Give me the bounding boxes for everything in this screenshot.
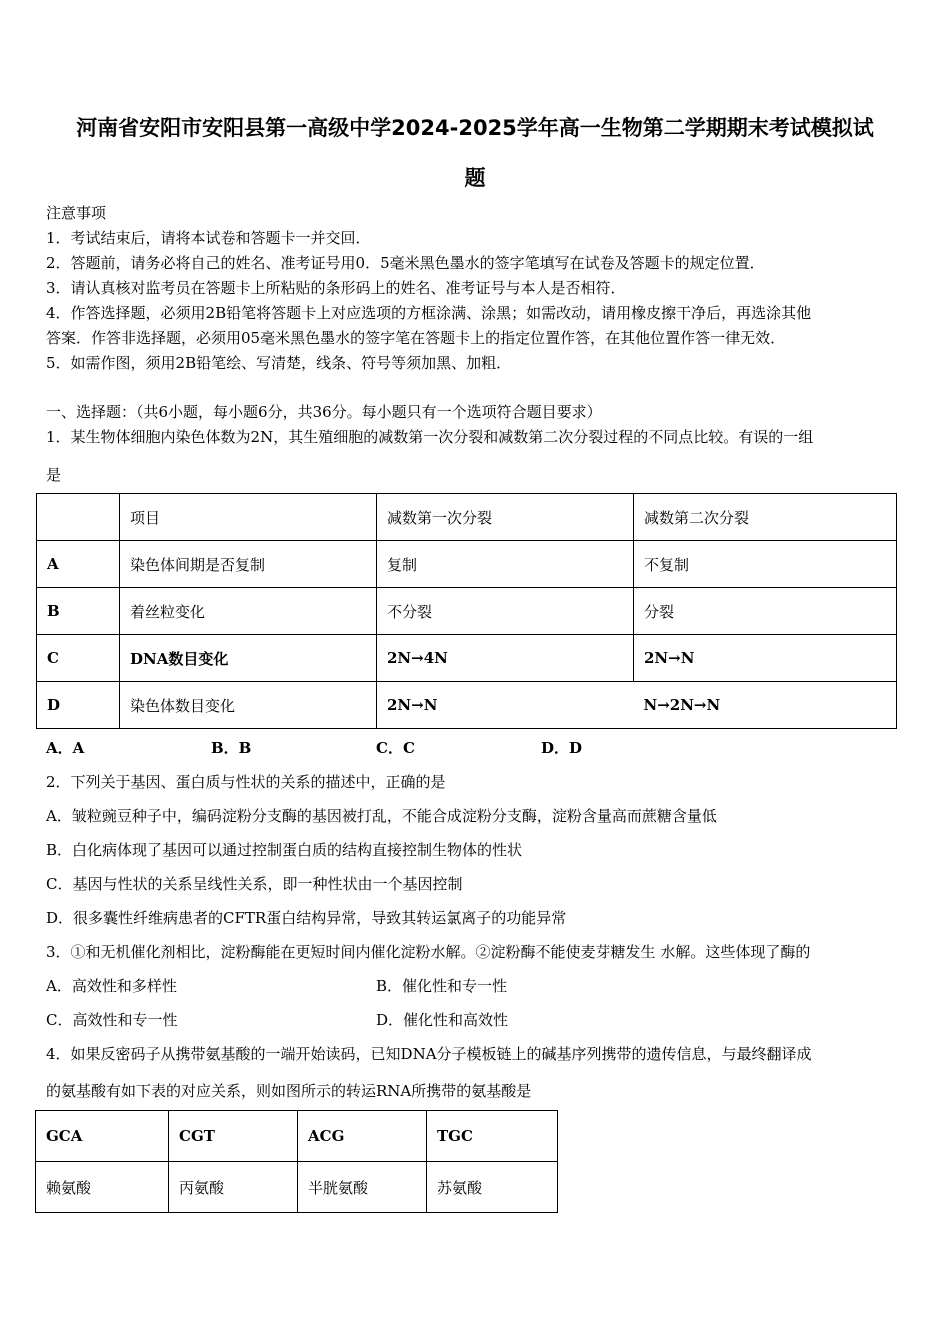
table-row xyxy=(36,1162,558,1213)
table-cell: 2N→N xyxy=(377,682,634,729)
table-header-row xyxy=(37,494,897,541)
notice-item: 2．答题前，请务必将自己的姓名、准考证号用0．5毫米黑色墨水的签字笔填写在试卷及答题卡的规定位置． xyxy=(46,254,765,272)
table-row xyxy=(36,1111,558,1162)
table-cell: TGC xyxy=(427,1111,558,1162)
q2-option-b[interactable]: B．白化病体现了基因可以通过控制蛋白质的结构直接控制生物体的性状 xyxy=(46,841,523,859)
table-cell: GCA xyxy=(36,1111,169,1162)
q1-option-a[interactable]: A．A xyxy=(46,739,85,757)
notice-item: 1．考试结束后，请将本试卷和答题卡一并交回． xyxy=(46,229,371,247)
q2-option-c[interactable]: C．基因与性状的关系呈线性关系，即一种性状由一个基因控制 xyxy=(46,875,463,893)
table-cell: 2N→4N xyxy=(377,635,634,682)
table-cell: 复制 xyxy=(377,541,634,588)
table-cell: 项目 xyxy=(120,494,377,541)
table-cell: CGT xyxy=(169,1111,298,1162)
q1-option-b[interactable]: B．B xyxy=(211,739,252,757)
q2-option-d[interactable]: D．很多囊性纤维病患者的CFTR蛋白结构异常，导致其转运氯离子的功能异常 xyxy=(46,909,567,927)
q1-stem-cont: 是 xyxy=(46,466,62,484)
q2-stem: 2．下列关于基因、蛋白质与性状的关系的描述中，正确的是 xyxy=(46,773,446,791)
q3-option-b[interactable]: B．催化性和专一性 xyxy=(376,977,508,995)
table-cell: 赖氨酸 xyxy=(36,1162,169,1213)
table-cell: A xyxy=(37,541,120,588)
table-cell: DNA数目变化 xyxy=(120,635,377,682)
table-cell: C xyxy=(37,635,120,682)
table-row xyxy=(37,635,897,682)
table-cell: ACG xyxy=(298,1111,427,1162)
table-cell: 丙氨酸 xyxy=(169,1162,298,1213)
notice-item: 3．请认真核对监考员在答题卡上所粘贴的条形码上的姓名、准考证号与本人是否相符． xyxy=(46,279,626,297)
q3-option-a[interactable]: A．高效性和多样性 xyxy=(46,977,177,995)
table-row xyxy=(37,682,897,729)
table-cell: 不分裂 xyxy=(377,588,634,635)
table-cell: 苏氨酸 xyxy=(427,1162,558,1213)
table-cell xyxy=(37,494,120,541)
q1-option-d[interactable]: D．D xyxy=(541,739,583,757)
q3-stem: 3．①和无机催化剂相比，淀粉酶能在更短时间内催化淀粉水解。②淀粉酶不能使麦芽糖发生 水解。这些体现了酶的 xyxy=(46,943,811,961)
table-cell: 染色体数目变化 xyxy=(120,682,377,729)
q4-stem: 4．如果反密码子从携带氨基酸的一端开始读码，已知DNA分子模板链上的碱基序列携带的遗传信息，与最终翻译成 xyxy=(46,1045,812,1063)
notice-item: 4．作答选择题，必须用2B铅笔将答题卡上对应选项的方框涂满、涂黑；如需改动，请用橡皮擦干净后，再选涂其他 xyxy=(46,304,812,322)
table-cell: 分裂 xyxy=(634,588,897,635)
section-heading: 一、选择题：（共6小题，每小题6分，共36分。每小题只有一个选项符合题目要求） xyxy=(46,403,602,421)
page-title-line1: 河南省安阳市安阳县第一高级中学2024-2025学年高一生物第二学期期末考试模拟试 xyxy=(76,116,874,140)
q1-option-c[interactable]: C．C xyxy=(376,739,415,757)
table-row xyxy=(37,588,897,635)
table-cell: 减数第一次分裂 xyxy=(377,494,634,541)
notice-item: 5．如需作图，须用2B铅笔绘、写清楚，线条、符号等须加黑、加粗． xyxy=(46,354,512,372)
table-cell: 2N→N xyxy=(634,635,897,682)
q3-option-c[interactable]: C．高效性和专一性 xyxy=(46,1011,178,1029)
page-title-line2: 题 xyxy=(464,166,486,190)
table-cell: B xyxy=(37,588,120,635)
table-row xyxy=(37,541,897,588)
table-cell: D xyxy=(37,682,120,729)
table-cell: 减数第二次分裂 xyxy=(634,494,897,541)
q3-option-d[interactable]: D．催化性和高效性 xyxy=(376,1011,509,1029)
q1-stem: 1．某生物体细胞内染色体数为2N，其生殖细胞的减数第一次分裂和减数第二次分裂过程的不同点比较。有误的一组 xyxy=(46,428,814,446)
table-cell: N→2N→N xyxy=(634,682,897,729)
table-cell: 不复制 xyxy=(634,541,897,588)
table-cell: 染色体间期是否复制 xyxy=(120,541,377,588)
q2-option-a[interactable]: A．皱粒豌豆种子中，编码淀粉分支酶的基因被打乱，不能合成淀粉分支酶，淀粉含量高而蔗糖含量低 xyxy=(46,807,717,825)
q1-table xyxy=(36,493,897,729)
notice-heading: 注意事项 xyxy=(46,204,107,222)
table-cell: 半胱氨酸 xyxy=(298,1162,427,1213)
q4-table xyxy=(35,1110,558,1213)
q4-stem-cont: 的氨基酸有如下表的对应关系，则如图所示的转运RNA所携带的氨基酸是 xyxy=(46,1082,532,1100)
notice-item: 答案．作答非选择题，必须用05毫米黑色墨水的签字笔在答题卡上的指定位置作答，在其他位置作答一律无效． xyxy=(46,329,786,347)
table-cell: 着丝粒变化 xyxy=(120,588,377,635)
